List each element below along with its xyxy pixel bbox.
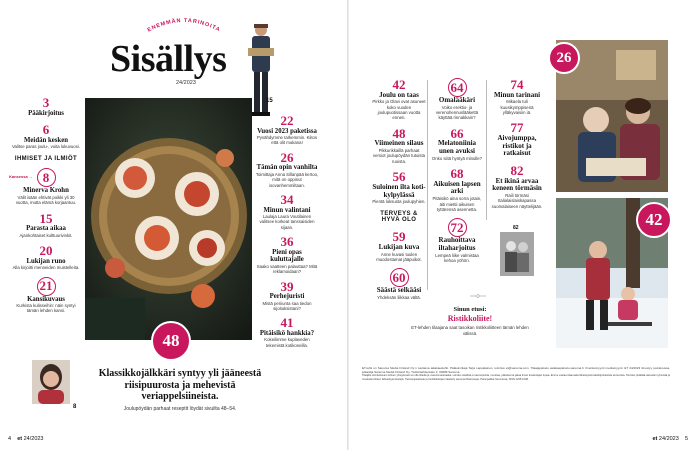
photo-page-badge[interactable]: 42: [636, 202, 672, 238]
spine-gutter: [347, 0, 349, 450]
toc-item[interactable]: [490, 164, 544, 209]
toc-item[interactable]: [255, 114, 319, 146]
toc-left-column: [9, 95, 80, 320]
archive-photo: [500, 232, 534, 276]
toc-middle-column: [255, 114, 319, 353]
toc-description: Raili törmäsi Italialaislaiskapassa suomalaiseen näyttelijään.: [491, 193, 543, 209]
column-divider: [427, 80, 428, 290]
toc-description: Mikaela tuli kuusikymppisenä ylläkyvaisiin iä.: [500, 99, 534, 116]
toc-title: Pääkirjoitus: [28, 109, 64, 117]
right-page-footer: [653, 436, 689, 442]
toc-description: Saako vaatteen palauttaa? Mitä reklamoidaan?: [256, 263, 318, 275]
toc-title: Minun tarinani: [493, 90, 541, 99]
toc-page-number: 56: [392, 169, 406, 185]
toc-item[interactable]: [12, 244, 80, 270]
toc-page-number: 68: [450, 166, 464, 182]
toc-title: Pitäisikö hankkia?: [259, 329, 315, 337]
toc-description: Pysähdymme tarkemmin. Kiitos että olit mukana!: [256, 135, 318, 146]
toc-title: Minerva Krohn: [23, 187, 69, 195]
toc-page-number: 42: [392, 77, 406, 92]
toc-page-number: 8: [37, 168, 56, 187]
colophon-line: Tilaajille toimitettavien lehtien yhteydessä voi olla liitteitä ja mainosmateriaalia. Lehden sisältöä ei saa kopioida, muuttaa, julkaista tai jakaa ilman kustantajan lupaa. Emme vastaa tilaamatta lähetetyistä käsikirjoituksista tai kuvista. Toimitus pidättää oikeuden lyhentää ja muokata lehteen lähetettyjä tekstejä. Tietosuojaseloste ja henkilötietojen käsittely sanoma.fi/tietosuoja. Painopaikka Suomessa, ISSN 1235-1008.: [362, 374, 670, 381]
toc-description: Pientä luksusta joulupyhien.: [372, 199, 426, 205]
toc-page-number: 36: [280, 234, 294, 250]
promo-lead: Sinun etusi:: [453, 306, 487, 313]
toc-item[interactable]: [9, 168, 80, 206]
toc-page-number: 72: [448, 218, 467, 237]
toc-item[interactable]: [430, 167, 484, 212]
toc-page-number: 20: [39, 243, 53, 259]
toc-page-number: 74: [510, 77, 524, 92]
feature-subtitle: Joulupöydän parhaat reseptit löydät sivuilta 48–54.: [123, 406, 237, 412]
toc-item[interactable]: [255, 193, 319, 230]
toc-item[interactable]: [12, 277, 80, 314]
toc-description: Kurkista kulisseihin: näin syntyi tämän lehden kansi.: [16, 303, 76, 314]
toc-description: Valitse paras joulu-, voita lukuvuosi.: [12, 144, 80, 150]
right-issue: 24/2023: [658, 436, 679, 442]
toc-item[interactable]: [255, 235, 319, 274]
toc-page-number: 59: [392, 229, 406, 245]
toc-item[interactable]: [490, 121, 544, 158]
toc-description: Yhdeksän liikkaa vältä.: [377, 295, 421, 301]
toc-page-number: 48: [392, 125, 406, 141]
toc-item[interactable]: [255, 316, 319, 348]
toc-item[interactable]: [372, 170, 426, 204]
toc-description: Mistä periiunta saa tiedon sijoituksistani?: [262, 300, 312, 311]
toc-item[interactable]: [430, 127, 484, 161]
toc-title: Viimeinen silaus: [374, 139, 424, 148]
toc-title: Säästä selkääsi: [376, 286, 422, 295]
toc-page-number: 15: [39, 210, 53, 226]
feature-page-badge[interactable]: 48: [151, 321, 191, 361]
toc-title: Lukijan runo: [26, 257, 66, 265]
toc-description: Onko siitä hyötyä minulle?: [431, 155, 483, 161]
toc-description: Toimittaja Anna Sillanpää kertoo, mitä on oppinut isovanhemmiltaan.: [255, 171, 319, 188]
toc-title: Minun valintani: [263, 206, 311, 214]
toc-item[interactable]: [12, 123, 80, 149]
colophon-line: ET-lehti on Sanoma Media Finland Oy:n tuottama aikakauslehti. Päätoimittaja Tarja Lappalainen, toimitus et@sanoma.com. Tilaajapalvelu asiakaspalvelu.sanoma.fi. Ilmoitusmyynti mediamyynti. ET 24/2023 ilmestyy joulukuussa, julkaisija Sanoma Media Finland Oy, Töölönlahdenkatu 2, 00089 Sanoma.: [362, 366, 670, 375]
left-page-footer: [8, 436, 44, 442]
toc-item[interactable]: [12, 212, 80, 238]
toc-page-number: 64: [448, 78, 467, 97]
toc-column-b: [430, 78, 484, 269]
issue-number: 24/2023: [176, 80, 196, 86]
toc-page-number: 41: [280, 315, 294, 331]
toc-title: Parasta aikaa: [26, 225, 66, 233]
toc-title: Tämän opin vanhilta: [256, 164, 318, 172]
page-ref-15: 15: [266, 98, 273, 104]
toc-item[interactable]: [430, 218, 484, 263]
toc-title: Meidän kesken: [24, 136, 68, 144]
feature-headline: Klassikkojälkkäri syntyy yli jääneestä riisipuurosta ja mehevistä veriappelsiineista.: [98, 368, 262, 402]
toc-title: Omalääkäri: [438, 96, 476, 104]
toc-description: Välit isään ehtivät poikki yli 30 vuotta, mutta elämä korjaantuu.: [15, 194, 77, 206]
toc-description: Voiko erektio- ja verenohennuslääkettä käyttää rinnakkain?: [435, 104, 479, 121]
toc-item[interactable]: [490, 78, 544, 115]
toc-item[interactable]: [430, 78, 484, 121]
left-page-number: 4: [8, 436, 12, 442]
cover-story-label: Kansessa →: [9, 174, 33, 179]
toc-page-number: 22: [280, 113, 294, 128]
toc-column-c: [490, 78, 544, 215]
toc-description: Ajankohtaiset kulttuurivinkit.: [19, 232, 73, 238]
colophon: [362, 366, 670, 381]
toc-item[interactable]: [255, 151, 319, 188]
toc-title: Et ikinä arvaa keneen törmäsin: [492, 176, 542, 193]
toc-item[interactable]: [255, 280, 319, 312]
toc-description: Laulaja Laura Voutilainen valitsee korkeat tanssaisiden sijaan.: [259, 214, 315, 230]
right-page-number: 5: [684, 436, 688, 442]
toc-title: Melatoniinia unen avuksi: [437, 139, 477, 156]
toc-column-a: [372, 78, 426, 306]
toc-page-number: 66: [450, 125, 464, 141]
toc-title: Vuosi 2023 paketissa: [257, 127, 317, 135]
left-brand: et: [17, 436, 23, 442]
right-brand: et: [652, 436, 658, 442]
ornament-icon: [470, 293, 486, 299]
promo-title: Ristikkoliite!: [447, 314, 493, 324]
toc-page-number: 82: [510, 163, 524, 179]
toc-title: Aikuisen lapsen arki: [433, 179, 481, 196]
toc-item[interactable]: [372, 268, 426, 300]
toc-item[interactable]: [372, 230, 426, 262]
toc-page-number: 60: [390, 268, 409, 287]
section-heading: TERVEYS & HYVÄ OLO: [380, 210, 418, 224]
toc-description: Lempeä liike valmistaa kehoa yöhön.: [435, 252, 479, 263]
toc-title: Joulu on taas: [379, 90, 419, 99]
toc-page-number: 3: [42, 95, 50, 110]
toc-description: Pikkurikkaillä parhaat versiot joulupöydän tutuista ruoista.: [372, 148, 426, 164]
toc-description: Kokeilimme kuplaveden tekemistä kotikoneilla.: [264, 337, 310, 348]
toc-page-number: 26: [280, 149, 294, 165]
promo-body: ET-lehden tilaajana saat tasoikan ristikkoliitteen tämän lehden välissä.: [411, 325, 529, 336]
left-issue: 24/2023: [23, 436, 44, 442]
toc-description: Anne kuvasi tuulen muodostamat jääpuikot.: [376, 251, 422, 263]
toc-title: Lukijan kuva: [378, 242, 420, 251]
promo-heading[interactable]: [400, 306, 540, 324]
toc-description: Pirkko ja Olavi ovat asuneet koko vuoden joulupuotissaan vuotta ennen.: [372, 99, 426, 121]
brand-arc-text: ENEMMÄN TARINOITA: [146, 17, 222, 34]
toc-title: Rauhoittava iltaharjoitus: [438, 236, 476, 252]
page-ref-8: 8: [73, 404, 77, 410]
toc-page-number: 6: [42, 122, 50, 138]
toc-title: Pieni opas kuluttajalle: [270, 248, 304, 264]
toc-title: Suloinen ilta koti-kylpylässä: [372, 182, 426, 199]
toc-description: Pitäisikö aina sorra jotain, äiti miettii aikuisen tyttärensä asennetta.: [432, 196, 482, 212]
toc-title: Kansikuvaus: [27, 295, 65, 303]
photo-page-badge[interactable]: 26: [548, 42, 580, 74]
toc-item[interactable]: [372, 78, 426, 121]
column-divider: [486, 80, 487, 220]
editor-portrait: [32, 360, 70, 404]
page-ref-82: 82: [513, 225, 519, 231]
toc-item[interactable]: [12, 96, 80, 117]
toc-page-number: 21: [37, 277, 56, 296]
toc-description: Alla kirjoitti menneiden muistelleita.: [12, 265, 80, 271]
page-title: Sisällys: [110, 38, 227, 80]
toc-page-number: 77: [510, 120, 524, 136]
section-heading: IHMISET JA ILMIÖT: [14, 155, 78, 162]
dessert-photo: [85, 98, 252, 340]
toc-page-number: 39: [280, 278, 294, 294]
toc-item[interactable]: [372, 127, 426, 164]
toc-title: Perhejuristi: [269, 293, 305, 301]
toc-page-number: 34: [280, 192, 294, 208]
toc-title: Aivojumppa, ristikot ja ratkaisut: [497, 134, 537, 158]
